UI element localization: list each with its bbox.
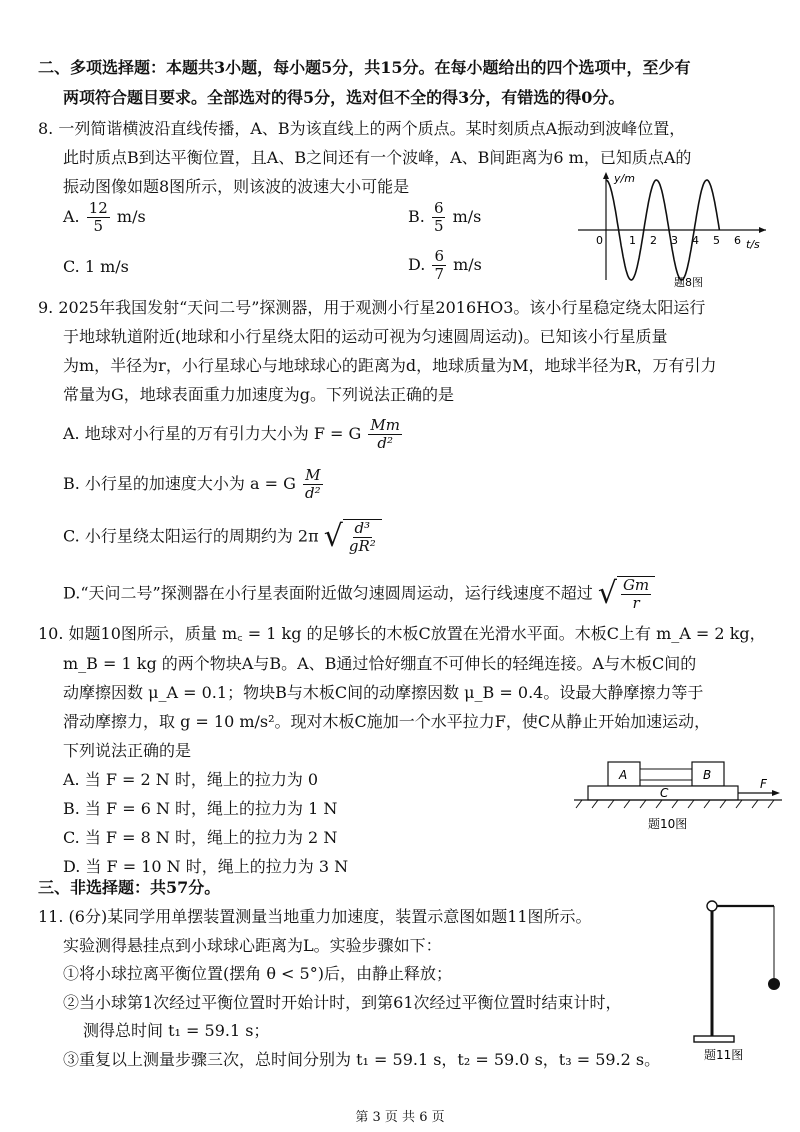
q10-stem-line4: 滑动摩擦力，取 g = 10 m/s²。现对木板C施加一个水平拉力F，使C从静止开始加速运动， <box>63 712 711 731</box>
q8-option-d-unit: m/s <box>453 255 482 274</box>
q9-option-d-den: r <box>632 594 640 612</box>
q8-option-a-fraction <box>87 200 110 235</box>
q8-graph-tick-3: 3 <box>671 234 678 247</box>
q8-option-c: C. 1 m/s <box>63 257 129 276</box>
q8-option-a-unit: m/s <box>116 207 146 226</box>
q10-option-d: D. 当 F = 10 N 时，绳上的拉力为 3 N <box>63 857 349 876</box>
q8-option-b-den: 5 <box>433 217 444 235</box>
q8-stem-line1: 8. 一列简谐横波沿直线传播，A、B为该直线上的两个质点。某时刻质点A振动到波峰位置， <box>38 119 686 138</box>
q10-option-b: B. 当 F = 6 N 时，绳上的拉力为 1 N <box>63 799 338 818</box>
q9-stem-line4: 常量为G，地球表面重力加速度为g。下列说法正确的是 <box>63 385 455 404</box>
q9-option-c <box>63 519 382 555</box>
q8-graph-tick-6: 6 <box>734 234 741 247</box>
q10-force-label: F <box>760 777 767 791</box>
q9-option-a <box>63 417 404 452</box>
q9-stem-line2: 于地球轨道附近(地球和小行星绕太阳的运动可视为匀速圆周运动)。已知该小行星质量 <box>63 327 668 346</box>
q8-stem-line2: 此时质点B到达平衡位置，且A、B之间还有一个波峰，A、B间距离为6 m，已知质点A的 <box>63 148 692 167</box>
section3-heading: 三、非选择题：共57分。 <box>38 878 221 897</box>
q8-option-a-den: 5 <box>93 217 104 235</box>
q9-option-d-fraction <box>621 577 651 612</box>
q8-graph-tick-1: 1 <box>629 234 636 247</box>
q8-graph-tick-4: 4 <box>692 234 699 247</box>
q10-board-c-label: C <box>660 786 669 800</box>
q9-option-b-fraction <box>303 467 323 502</box>
q10-option-a: A. 当 F = 2 N 时，绳上的拉力为 0 <box>63 770 319 789</box>
q9-option-b-num: M <box>305 466 321 484</box>
q10-force-arrow <box>772 790 780 796</box>
q9-stem-line1: 9. 2025年我国发射“天问二号”探测器，用于观测小行星2016HO3。该小行星稳定绕太阳运行 <box>38 298 706 317</box>
q9-option-b-text: B. 小行星的加速度大小为 a = G <box>63 474 296 493</box>
q10-stem-line1: 10. 如题10图所示，质量 m꜀ = 1 kg 的足够长的木板C放置在光滑水平面。木板C上有 m_A = 2 kg， <box>38 624 766 643</box>
q8-graph-xlabel: t/s <box>746 238 760 251</box>
q11-step3: ③重复以上测量步骤三次，总时间分别为 t₁ = 59.1 s，t₂ = 59.0 s，t₃ = 59.2 s。 <box>63 1050 661 1069</box>
page-number: 第 3 页 共 6 页 <box>355 1110 445 1125</box>
q8-option-b <box>408 200 481 235</box>
q8-option-a-num: 12 <box>88 199 108 217</box>
q8-option-b-unit: m/s <box>452 207 482 226</box>
q8-option-d-fraction <box>432 248 446 283</box>
q11-clamp <box>707 901 717 911</box>
q9-option-c-num: d³ <box>354 519 371 537</box>
q8-option-d-num: 6 <box>434 247 444 265</box>
q10-stem-line5: 下列说法正确的是 <box>63 741 192 760</box>
q10-stem-line3: 动摩擦因数 μ_A = 0.1；物块B与木板C间的动摩擦因数 μ_B = 0.4。设最大静摩擦力等于 <box>63 683 704 702</box>
q10-figure-caption: 题10图 <box>648 817 688 831</box>
q8-graph-tick-5: 5 <box>713 234 720 247</box>
q10-block-a-label: A <box>619 768 628 782</box>
q11-step2-line1: ②当小球第1次经过平衡位置时开始计时，到第61次经过平衡位置时结束计时， <box>63 993 622 1012</box>
q8-option-b-label: B. <box>408 207 425 226</box>
q9-option-d-sqrt: √ $\frac{Gm}{r}$ <box>598 576 655 612</box>
q8-graph-tick-0: 0 <box>596 234 603 247</box>
q8-graph-ylabel: y/m <box>614 172 635 185</box>
q9-option-d-text: D.“天问二号”探测器在小行星表面附近做匀速圆周运动，运行线速度不超过 <box>63 583 593 603</box>
q9-option-a-num: Mm <box>370 416 400 434</box>
q8-option-d-den: 7 <box>434 265 444 283</box>
q8-option-d <box>408 248 482 283</box>
q10-rope <box>640 769 692 780</box>
q9-option-c-sqrt: √ $\frac{\text{d³}}{\text{gR²}}$ <box>324 519 382 555</box>
q11-stem-line2: 实验测得悬挂点到小球球心距离为L。实验步骤如下： <box>63 936 442 955</box>
q8-graph-tick-labels <box>596 234 741 247</box>
section2-heading-line2: 两项符合题目要求。全部选对的得5分，选对但不全的得3分，有错选的得0分。 <box>63 88 625 107</box>
q10-block-b-label: B <box>703 768 712 782</box>
q11-stand-base <box>694 1036 734 1042</box>
q8-graph-x-arrow <box>759 227 766 233</box>
q9-option-c-fraction <box>347 520 378 555</box>
q9-option-a-text: A. 地球对小行星的万有引力大小为 F = G <box>63 424 362 443</box>
section2-heading-line1: 二、多项选择题：本题共3小题，每小题5分，共15分。在每小题给出的四个选项中，至少有 <box>38 58 691 77</box>
q10-option-c: C. 当 F = 8 N 时，绳上的拉力为 2 N <box>63 828 338 847</box>
q9-option-d-num: Gm <box>622 576 650 594</box>
q8-vibration-graph <box>570 168 780 290</box>
q9-option-c-den: gR² <box>348 537 376 555</box>
q10-stem-line2: m_B = 1 kg 的两个物块A与B。A、B通过恰好绷直不可伸长的轻绳连接。A与木板C间的 <box>63 654 697 673</box>
q9-option-a-fraction <box>368 417 402 452</box>
q9-option-a-den: d² <box>377 434 393 452</box>
q9-stem-line3: 为m，半径为r，小行星球心与地球球心的距离为d，地球质量为M，地球半径为R，万有引力 <box>63 356 717 375</box>
q11-step1: ①将小球拉离平衡位置(摆角 θ < 5°)后，由静止释放； <box>63 964 452 983</box>
q11-stem-line1: 11. (6分)某同学用单摆装置测量当地重力加速度，装置示意图如题11图所示。 <box>38 907 592 926</box>
q11-ball <box>768 978 780 990</box>
q8-option-b-fraction <box>432 200 446 235</box>
q10-figure <box>570 752 786 842</box>
q11-step2-line2: 测得总时间 t₁ = 59.1 s； <box>83 1021 270 1040</box>
q8-option-b-num: 6 <box>433 199 444 217</box>
q9-option-c-text: C. 小行星绕太阳运行的周期约为 2π <box>63 526 319 546</box>
q8-graph-y-arrow <box>603 172 609 179</box>
q8-option-a <box>63 200 146 235</box>
q10-ground-hatch <box>576 800 774 808</box>
q9-option-b-den: d² <box>305 484 321 502</box>
q8-option-d-label: D. <box>408 255 426 274</box>
q11-pendulum-figure <box>682 896 790 1066</box>
q11-figure-caption: 题11图 <box>704 1048 744 1062</box>
q8-graph-tick-2: 2 <box>650 234 657 247</box>
q8-stem-line3: 振动图像如题8图所示，则该波的波速大小可能是 <box>63 177 410 196</box>
q8-graph-caption: 题8图 <box>674 276 703 289</box>
q9-option-b <box>63 467 325 502</box>
q8-option-a-label: A. <box>63 207 80 226</box>
q9-option-d <box>63 576 655 612</box>
